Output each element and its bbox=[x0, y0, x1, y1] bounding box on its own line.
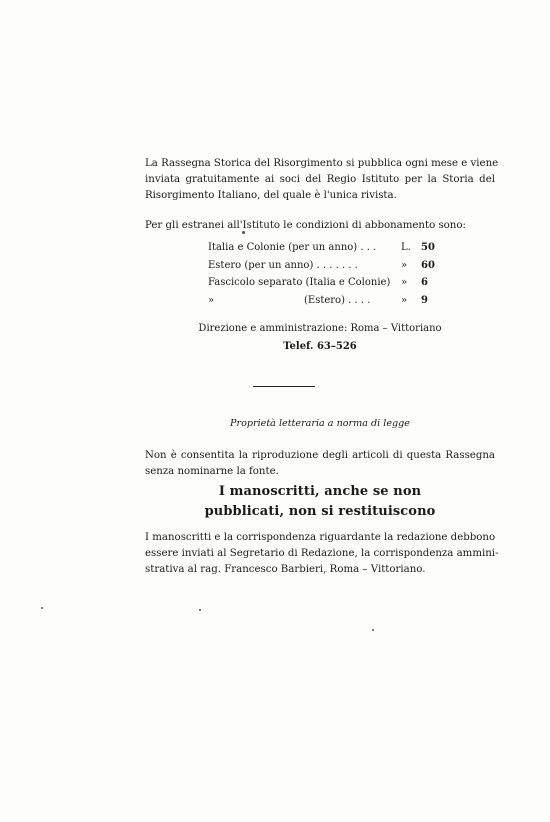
price-label: Estero (per un anno) . . . . . . . bbox=[208, 259, 358, 271]
notice-line: senza nominarne la fonte. bbox=[145, 466, 279, 477]
manuscripts-headline: pubblicati, non si restituiscono bbox=[204, 504, 436, 519]
manuscripts-paragraph bbox=[145, 530, 499, 578]
price-row bbox=[208, 239, 468, 257]
copyright-notice: Proprietà letteraria a norma di legge bbox=[230, 418, 410, 429]
intro-line: Risorgimento Italiano, del quale è l'unica rivista. bbox=[145, 190, 397, 201]
manuscripts-headline: I manoscritti, anche se non bbox=[218, 484, 422, 499]
price-label: Italia e Colonie (per un anno) . . . bbox=[208, 242, 377, 253]
price-label: (Estero) . . . . bbox=[304, 294, 371, 306]
price-ditto-mark: » bbox=[401, 259, 408, 271]
reproduction-notice bbox=[145, 448, 495, 480]
subscription-intro: Per gli estranei all'Istituto le condizioni di abbonamento sono: bbox=[145, 220, 466, 231]
manuscripts-line: essere inviati al Segretario di Redazione, la corrispondenza ammini- bbox=[145, 548, 499, 559]
notice-line: Non è consentita la riproduzione degli articoli di questa Rassegna bbox=[145, 450, 495, 461]
price-currency: L. bbox=[401, 242, 411, 253]
price-row bbox=[208, 257, 468, 275]
paper-speck bbox=[199, 609, 201, 611]
direction-address: Direzione e amministrazione: Roma – Vittoriano bbox=[198, 323, 442, 334]
section-divider bbox=[253, 386, 315, 387]
paper-speck bbox=[242, 231, 245, 234]
manuscripts-line: I manoscritti e la corrispondenza riguardante la redazione debbono bbox=[145, 532, 496, 543]
price-row-ditto-mark: » bbox=[208, 294, 215, 306]
price-value: 6 bbox=[421, 277, 428, 288]
manuscripts-line: strativa al rag. Francesco Barbieri, Roma – Vittoriano. bbox=[145, 564, 426, 575]
price-ditto-mark: » bbox=[401, 277, 408, 288]
price-label: Fascicolo separato (Italia e Colonie) bbox=[208, 277, 391, 288]
intro-paragraph bbox=[145, 156, 499, 204]
intro-line: inviata gratuitamente ai soci del Regio Istituto per la Storia del bbox=[145, 174, 495, 185]
price-row bbox=[208, 292, 468, 310]
paper-speck bbox=[41, 607, 43, 609]
phone-number: Telef. 63–526 bbox=[283, 341, 357, 352]
subscription-price-list bbox=[208, 239, 468, 309]
price-ditto-mark: » bbox=[401, 294, 408, 306]
price-value: 9 bbox=[421, 294, 428, 306]
intro-line: La Rassegna Storica del Risorgimento si pubblica ogni mese e viene bbox=[145, 158, 499, 169]
price-value: 50 bbox=[421, 242, 435, 253]
price-row bbox=[208, 274, 468, 292]
price-value: 60 bbox=[421, 259, 435, 271]
paper-speck bbox=[372, 629, 374, 631]
